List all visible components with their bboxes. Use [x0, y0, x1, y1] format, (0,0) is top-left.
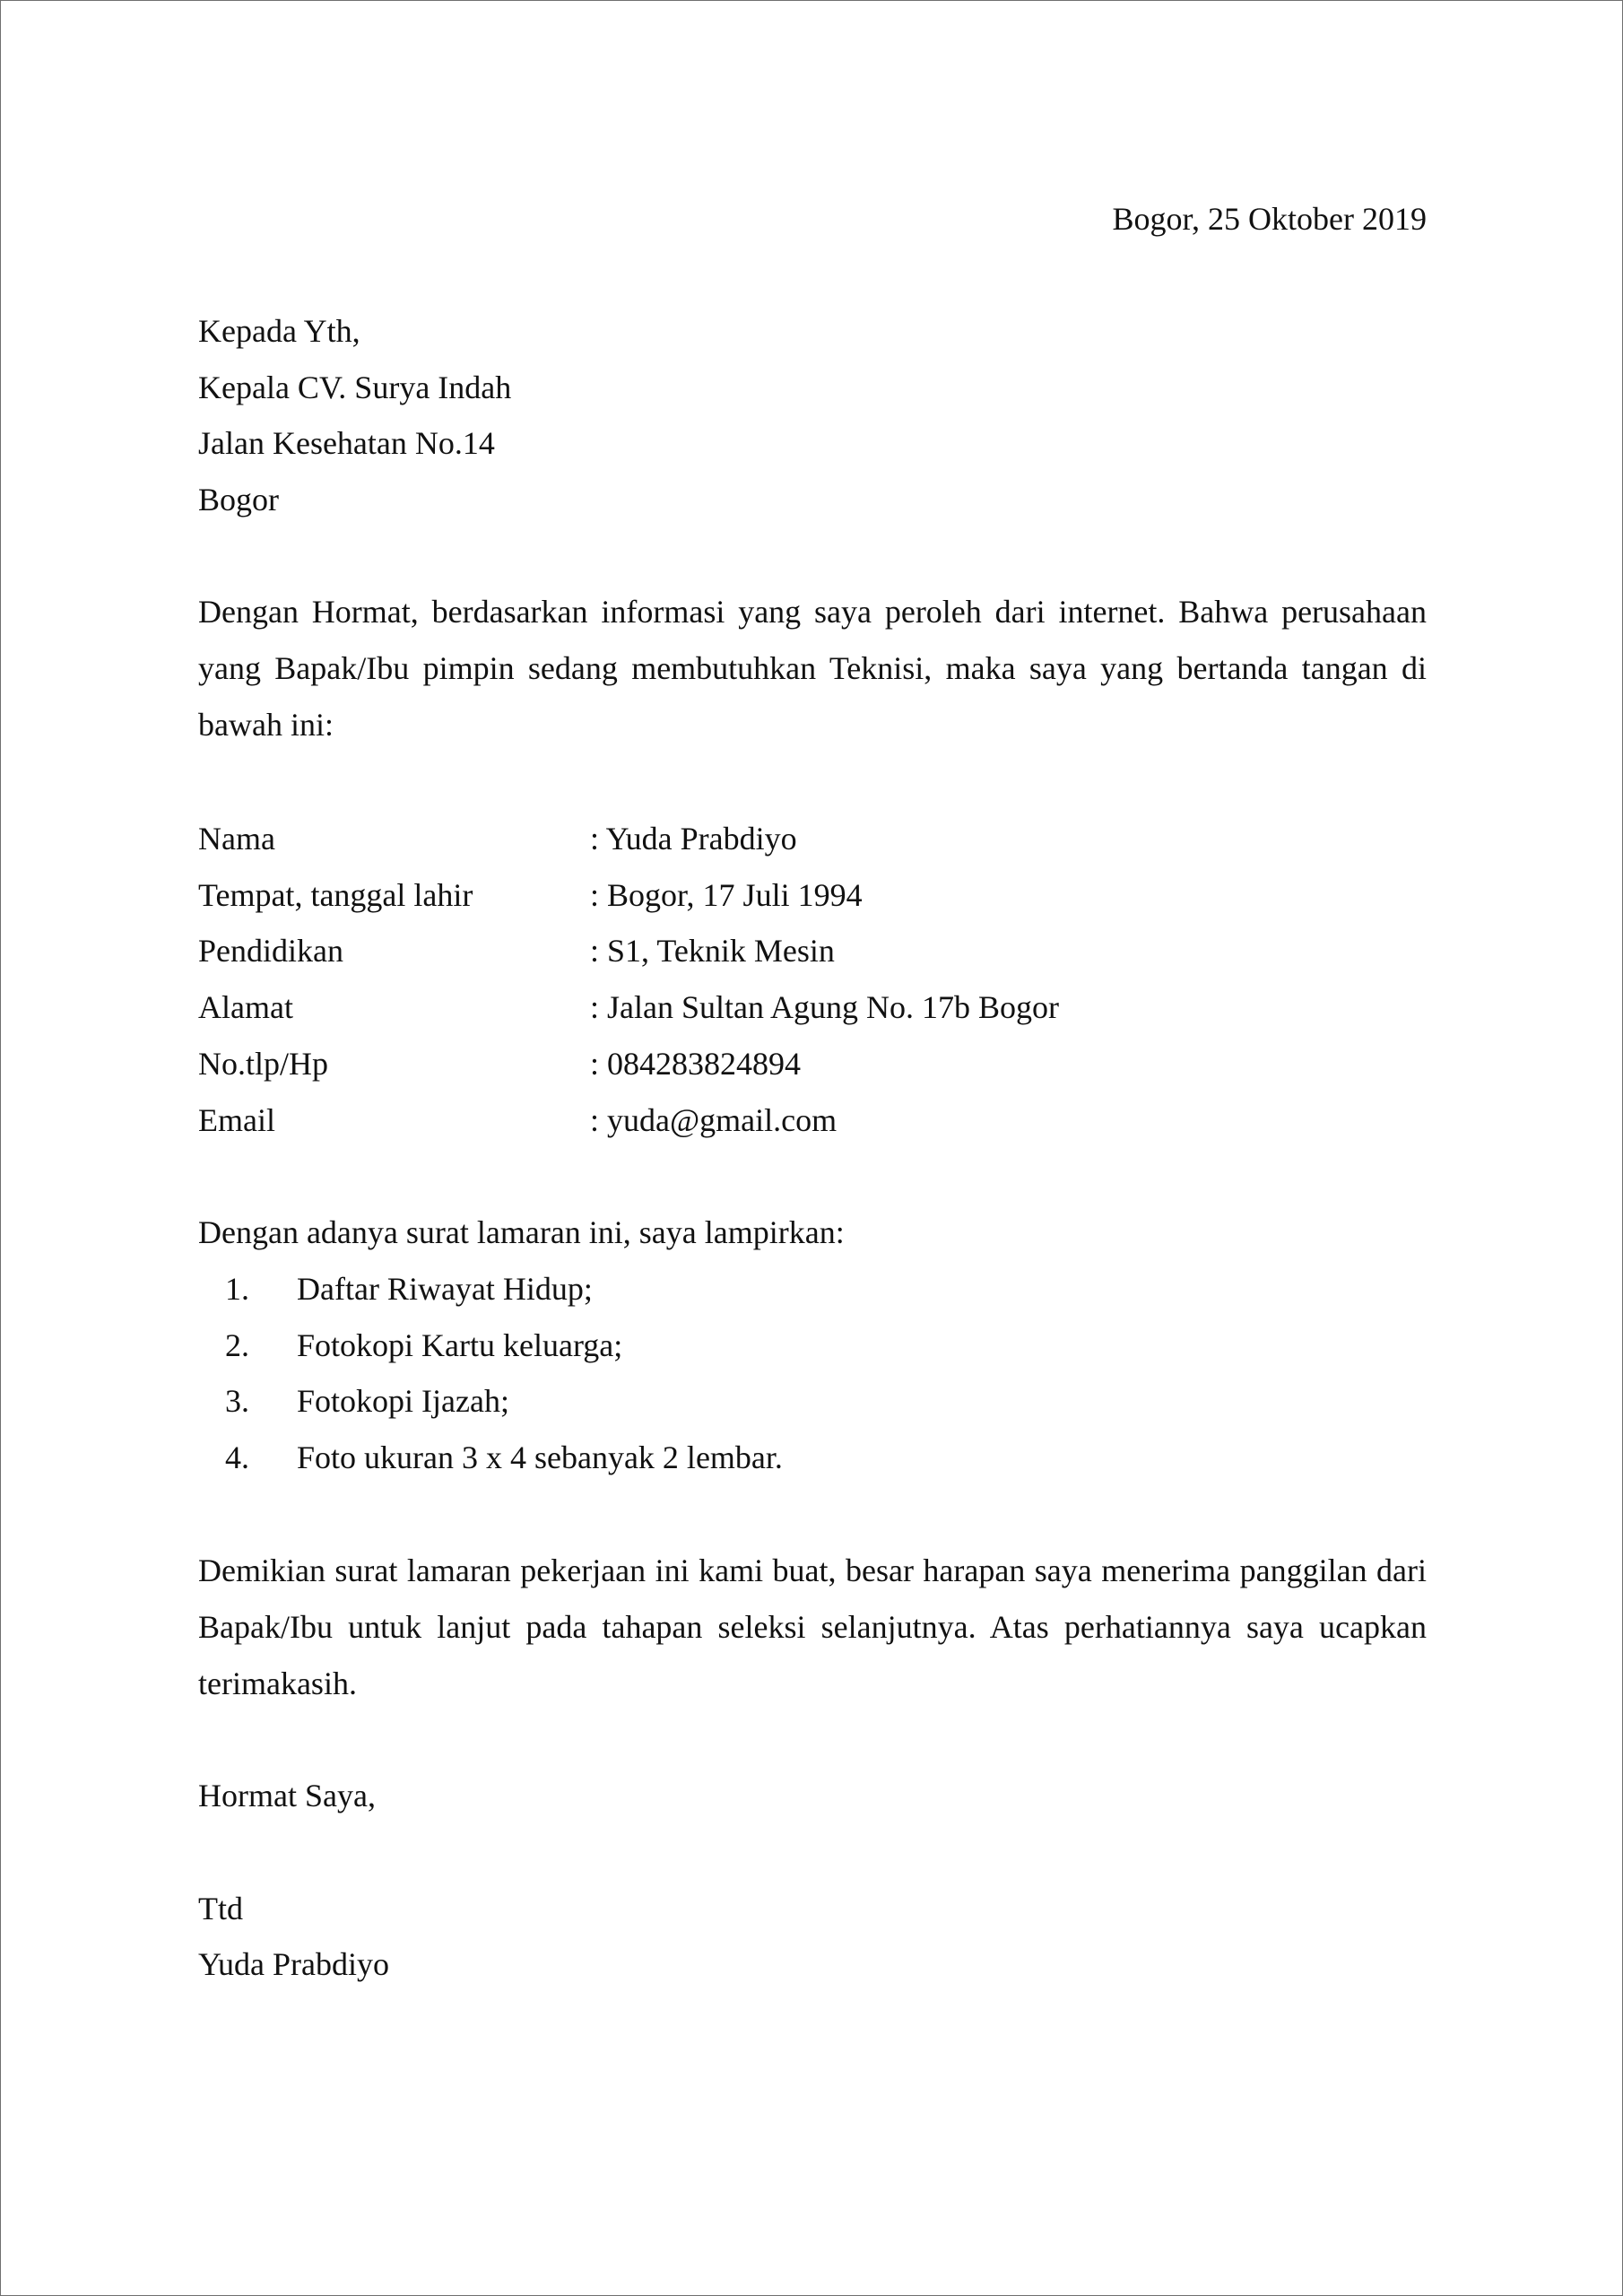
list-number: 4.	[225, 1439, 249, 1475]
list-text: Daftar Riwayat Hidup;	[297, 1271, 593, 1307]
attachments-intro: Dengan adanya surat lamaran ini, saya lampirkan:	[198, 1214, 845, 1250]
closing-paragraph: Demikian surat lamaran pekerjaan ini kami buat, besar harapan saya menerima panggilan dari Bapak/Ibu untuk lanjut pada tahapan seleksi selanjutnya. Atas perhatiannya saya ucapkan terimakasih.	[198, 1552, 1427, 1701]
regards: Hormat Saya,	[198, 1778, 376, 1813]
detail-label: No.tlp/Hp	[198, 1046, 329, 1082]
list-text: Fotokopi Ijazah;	[297, 1383, 509, 1419]
detail-value: : Bogor, 17 Juli 1994	[590, 877, 863, 913]
detail-row-address	[198, 979, 1427, 1036]
detail-row-email	[198, 1092, 1427, 1149]
list-text: Foto ukuran 3 x 4 sebanyak 2 lembar.	[297, 1439, 783, 1475]
detail-value: : 084283824894	[590, 1046, 802, 1082]
detail-value: : Yuda Prabdiyo	[590, 821, 797, 857]
list-number: 2.	[225, 1327, 249, 1363]
detail-label: Nama	[198, 821, 275, 857]
detail-row-birth	[198, 867, 1427, 924]
recipient-name: Kepala CV. Surya Indah	[198, 370, 512, 405]
detail-row-name	[198, 811, 1427, 867]
detail-label: Tempat, tanggal lahir	[198, 877, 473, 913]
list-number: 1.	[225, 1271, 249, 1307]
recipient-city: Bogor	[198, 482, 279, 517]
detail-row-education	[198, 923, 1427, 979]
recipient-salutation: Kepada Yth,	[198, 313, 360, 349]
detail-label: Pendidikan	[198, 933, 343, 969]
opening-paragraph: Dengan Hormat, berdasarkan informasi yang saya peroleh dari internet. Bahwa perusahaan yang Bapak/Ibu pimpin sedang membutuhkan Teknisi, maka saya yang bertanda tangan di bawah ini:	[198, 594, 1427, 743]
place-date: Bogor, 25 Oktober 2019	[1112, 201, 1427, 237]
detail-value: : yuda@gmail.com	[590, 1102, 838, 1138]
detail-value: : S1, Teknik Mesin	[590, 933, 835, 969]
recipient-street: Jalan Kesehatan No.14	[198, 425, 495, 461]
signer-name: Yuda Prabdiyo	[198, 1946, 389, 1982]
signature-mark: Ttd	[198, 1891, 243, 1926]
detail-row-phone	[198, 1036, 1427, 1092]
detail-label: Email	[198, 1102, 275, 1138]
list-number: 3.	[225, 1383, 249, 1419]
detail-label: Alamat	[198, 989, 293, 1025]
list-text: Fotokopi Kartu keluarga;	[297, 1327, 623, 1363]
detail-value: : Jalan Sultan Agung No. 17b Bogor	[590, 989, 1059, 1025]
